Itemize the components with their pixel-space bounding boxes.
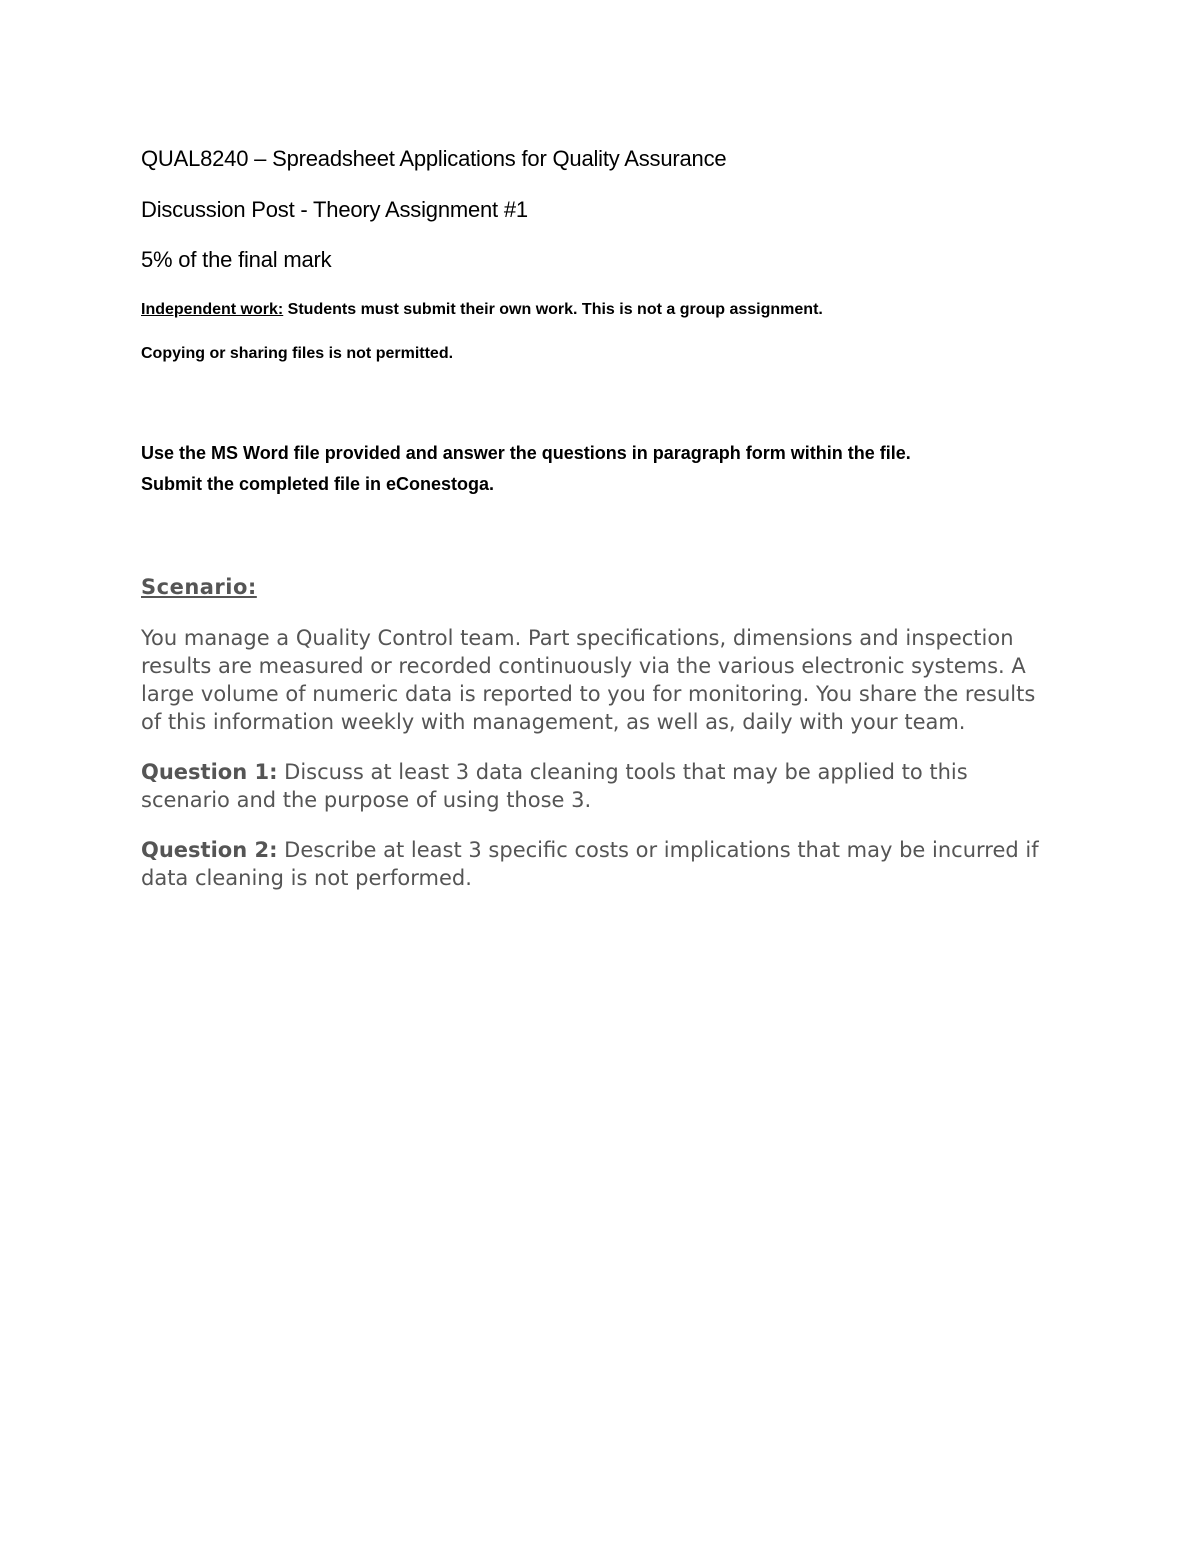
course-title: QUAL8240 – Spreadsheet Applications for Quality Assurance — [141, 146, 727, 171]
question-2-label: Question 2: — [141, 838, 278, 862]
question-2 — [141, 836, 1046, 892]
independent-work-notice — [141, 299, 1061, 321]
scenario-heading: Scenario: — [141, 575, 257, 599]
independent-work-text: Students must submit their own work. This is not a group assignment. — [283, 301, 823, 318]
copying-notice: Copying or sharing files is not permitted. — [141, 345, 454, 362]
assignment-title: Discussion Post - Theory Assignment #1 — [141, 197, 528, 222]
independent-work-label: Independent work: — [141, 301, 284, 318]
question-1 — [141, 758, 1046, 814]
grade-weight: 5% of the final mark — [141, 247, 332, 272]
document-body — [141, 144, 1061, 892]
scenario-text: You manage a Quality Control team. Part specifications, dimensions and inspection results are measured or recorded continuously via the various electronic systems. A large volume of numeric data is reported to you for monitoring. You share the results of this information weekly with management, as well as, daily with your team. — [141, 626, 1036, 734]
instructions-line-2: Submit the completed file in eConestoga. — [141, 474, 495, 494]
instructions — [141, 438, 1061, 500]
question-1-label: Question 1: — [141, 760, 278, 784]
question-1-text: Discuss at least 3 data cleaning tools that may be applied to this scenario and the purpose of using those 3. — [141, 760, 968, 812]
question-2-text: Describe at least 3 specific costs or implications that may be incurred if data cleaning is not performed. — [141, 838, 1039, 890]
instructions-line-1: Use the MS Word file provided and answer the questions in paragraph form within the file. — [141, 443, 911, 463]
